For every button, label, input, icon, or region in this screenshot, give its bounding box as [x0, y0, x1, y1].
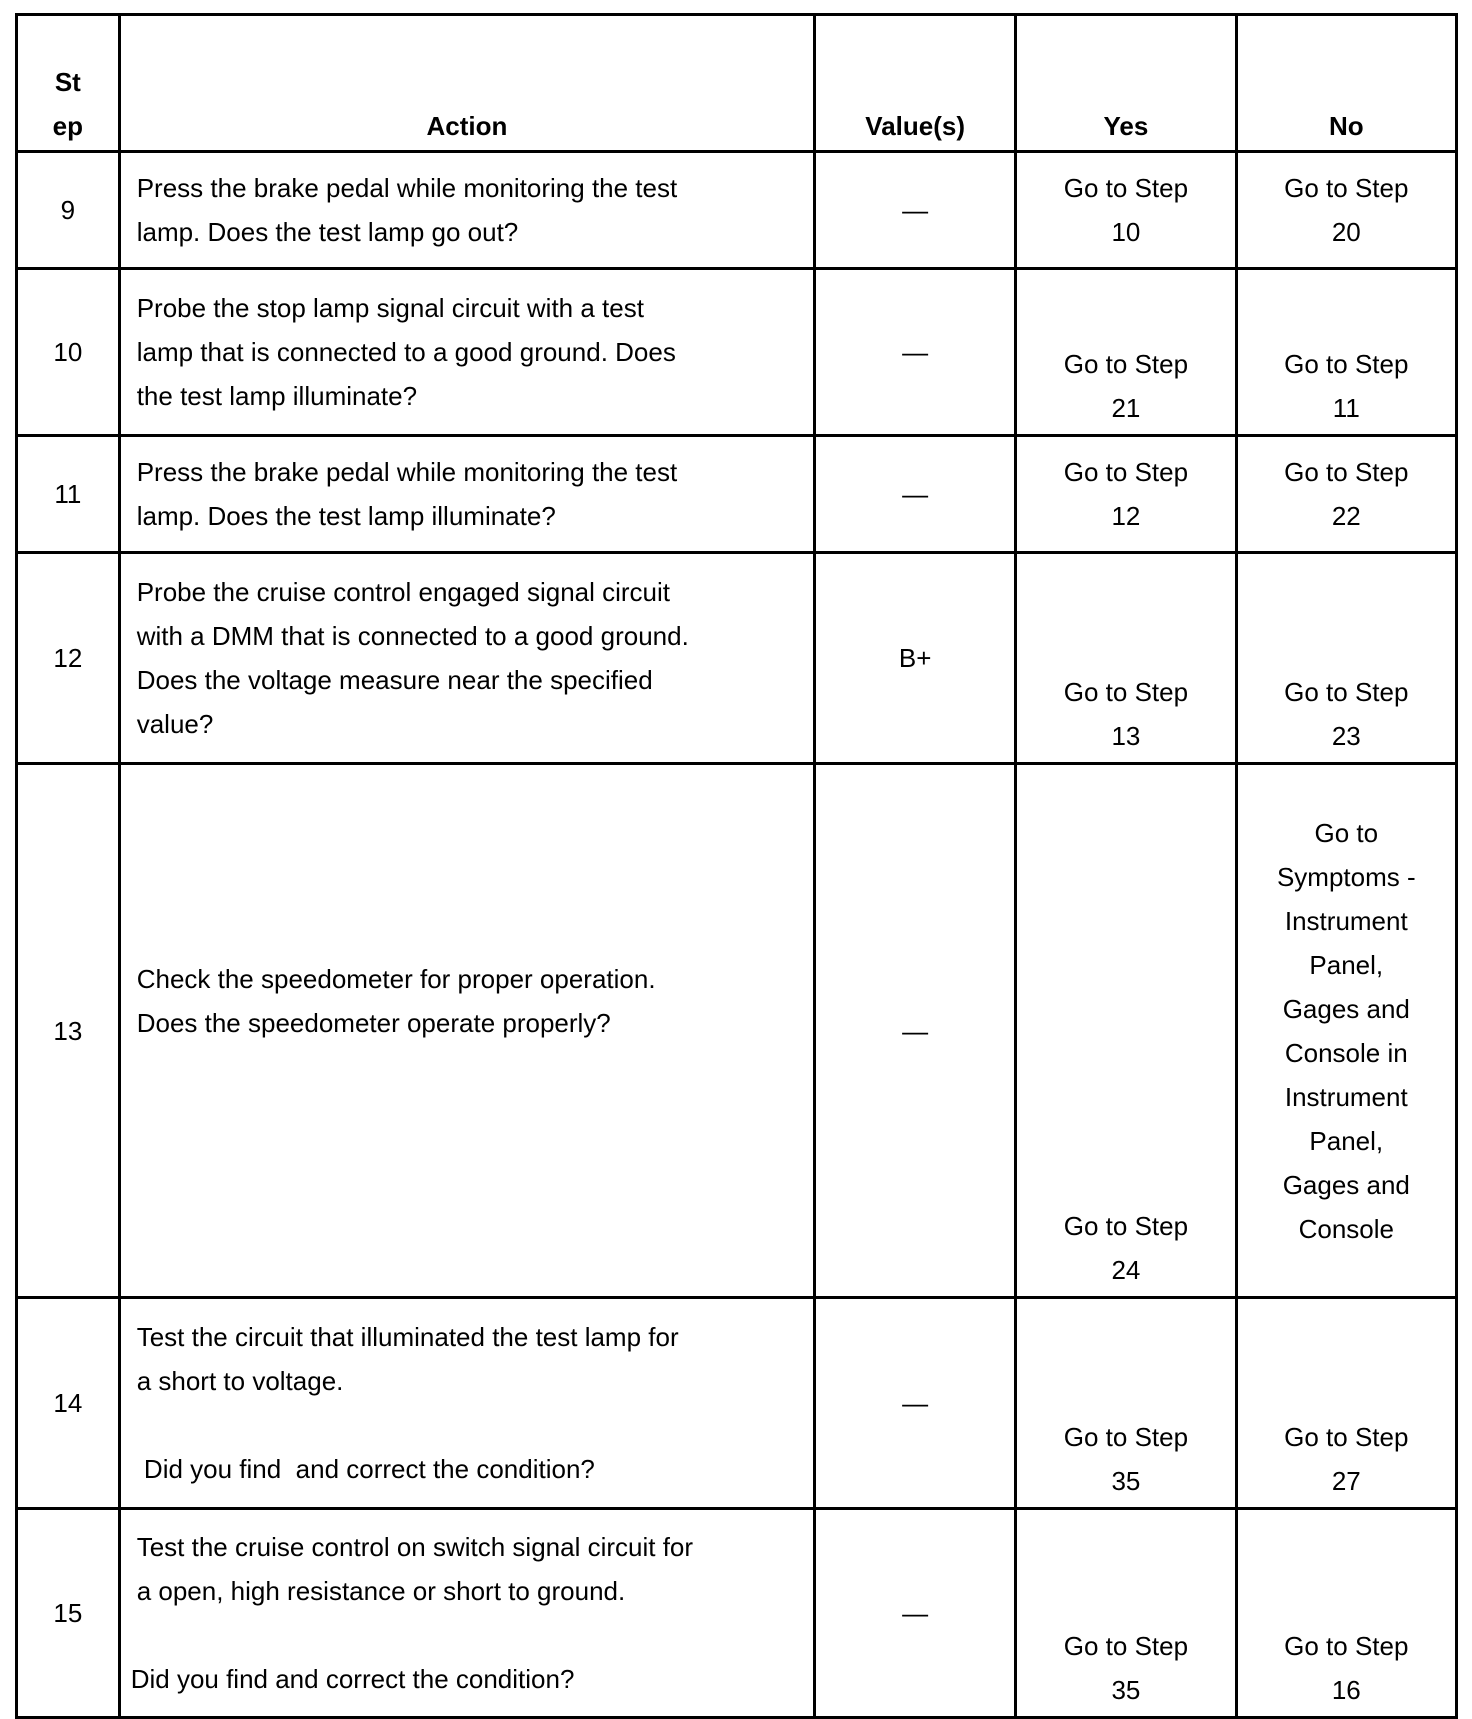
step-number: 12 [17, 553, 120, 764]
no-cell [1236, 436, 1456, 553]
yes-line: Go to Step [1063, 457, 1189, 487]
step-number: 10 [17, 269, 120, 436]
action-line: Probe the stop lamp signal circuit with a test [136, 293, 644, 323]
table-row [17, 1509, 1457, 1718]
header-yes: Yes [1016, 15, 1236, 152]
header-step-line-2: ep [52, 111, 84, 141]
no-line: Go to Step [1284, 349, 1409, 379]
action-cell [119, 152, 814, 269]
action-line: the test lamp illuminate? [136, 381, 418, 411]
yes-line: 10 [1111, 217, 1141, 247]
action-line: Does the speedometer operate properly? [136, 1007, 611, 1038]
value-cell: — [815, 1509, 1016, 1718]
action-line: Did you find and correct the condition? [130, 1664, 575, 1694]
action-line: a open, high resistance or short to ground. [136, 1576, 626, 1606]
yes-line: 35 [1111, 1466, 1141, 1496]
action-line: Test the cruise control on switch signal circuit for [136, 1532, 694, 1562]
step-number: 13 [17, 764, 120, 1298]
yes-line: Go to Step [1063, 1422, 1189, 1452]
no-cell [1236, 1298, 1456, 1509]
action-line: Check the speedometer for proper operation. [136, 963, 656, 994]
yes-line: Go to Step [1063, 677, 1189, 707]
action-line: Did you find and correct the condition? [136, 1454, 595, 1484]
no-line: Instrument [1284, 1081, 1408, 1112]
action-line: lamp. Does the test lamp illuminate? [136, 501, 556, 531]
action-cell [119, 764, 814, 1298]
no-line: 16 [1331, 1675, 1361, 1705]
header-no: No [1236, 15, 1456, 152]
yes-line: Go to Step [1063, 1631, 1189, 1661]
no-line: Console [1298, 1213, 1394, 1244]
yes-line: Go to Step [1063, 1211, 1189, 1241]
header-action: Action [119, 15, 814, 152]
no-line: Panel, [1309, 1125, 1384, 1156]
yes-line: 21 [1111, 393, 1141, 423]
no-line: Panel, [1309, 949, 1384, 980]
value-cell: — [815, 436, 1016, 553]
yes-cell [1016, 1509, 1236, 1718]
action-line: Test the circuit that illuminated the test lamp for [136, 1322, 679, 1352]
no-line: Instrument [1284, 905, 1408, 936]
yes-cell [1016, 764, 1236, 1298]
action-line: lamp that is connected to a good ground. Does [136, 337, 676, 367]
action-cell [119, 553, 814, 764]
yes-cell [1016, 269, 1236, 436]
no-line: Go to [1314, 817, 1379, 848]
action-cell [119, 269, 814, 436]
no-line: Gages and [1282, 1169, 1410, 1200]
no-line: Go to Step [1284, 173, 1409, 203]
action-gap [137, 1613, 799, 1657]
no-line: Go to Step [1284, 677, 1409, 707]
value-cell: — [815, 152, 1016, 269]
yes-line: Go to Step [1063, 173, 1189, 203]
header-step-line-1: St [54, 67, 81, 97]
action-line: Press the brake pedal while monitoring the test [136, 457, 678, 487]
no-line: Go to Step [1284, 1422, 1409, 1452]
action-line: Press the brake pedal while monitoring the test [136, 173, 678, 203]
no-cell [1236, 152, 1456, 269]
yes-cell [1016, 152, 1236, 269]
no-line: 23 [1331, 721, 1361, 751]
value-cell: — [815, 764, 1016, 1298]
header-row [17, 15, 1457, 152]
no-line: 27 [1331, 1466, 1361, 1496]
value-cell: B+ [815, 553, 1016, 764]
action-cell [119, 1509, 814, 1718]
action-line: a short to voltage. [136, 1366, 344, 1396]
step-number: 11 [17, 436, 120, 553]
table-row [17, 436, 1457, 553]
table-row [17, 553, 1457, 764]
diagnostic-table [15, 13, 1458, 1719]
action-line: Probe the cruise control engaged signal circuit [136, 577, 671, 607]
action-cell [119, 1298, 814, 1509]
no-line: Gages and [1282, 993, 1410, 1024]
no-line: 20 [1331, 217, 1361, 247]
no-cell [1236, 764, 1456, 1298]
yes-line: 24 [1111, 1255, 1141, 1285]
yes-cell [1016, 1298, 1236, 1509]
action-line: Does the voltage measure near the specified [136, 665, 653, 695]
header-values: Value(s) [815, 15, 1016, 152]
table-row [17, 152, 1457, 269]
no-line: Symptoms - [1276, 861, 1416, 892]
yes-cell [1016, 436, 1236, 553]
no-line: 22 [1331, 501, 1361, 531]
action-gap [137, 1403, 799, 1447]
step-number: 14 [17, 1298, 120, 1509]
no-line: Go to Step [1284, 1631, 1409, 1661]
no-cell [1236, 1509, 1456, 1718]
table-row [17, 1298, 1457, 1509]
no-line: 11 [1332, 393, 1360, 423]
no-cell [1236, 553, 1456, 764]
yes-cell [1016, 553, 1236, 764]
step-number: 15 [17, 1509, 120, 1718]
action-line: with a DMM that is connected to a good ground. [136, 621, 689, 651]
yes-line: 13 [1111, 721, 1141, 751]
value-cell: — [815, 1298, 1016, 1509]
step-number: 9 [17, 152, 120, 269]
yes-line: Go to Step [1063, 349, 1189, 379]
no-cell [1236, 269, 1456, 436]
table-row [17, 269, 1457, 436]
table-row [17, 764, 1457, 1298]
no-line: Console in [1284, 1037, 1408, 1068]
yes-line: 12 [1111, 501, 1141, 531]
no-line: Go to Step [1284, 457, 1409, 487]
action-line: lamp. Does the test lamp go out? [136, 217, 519, 247]
value-cell: — [815, 269, 1016, 436]
action-line: value? [136, 709, 214, 739]
action-cell [119, 436, 814, 553]
header-step [17, 15, 120, 152]
yes-line: 35 [1111, 1675, 1141, 1705]
